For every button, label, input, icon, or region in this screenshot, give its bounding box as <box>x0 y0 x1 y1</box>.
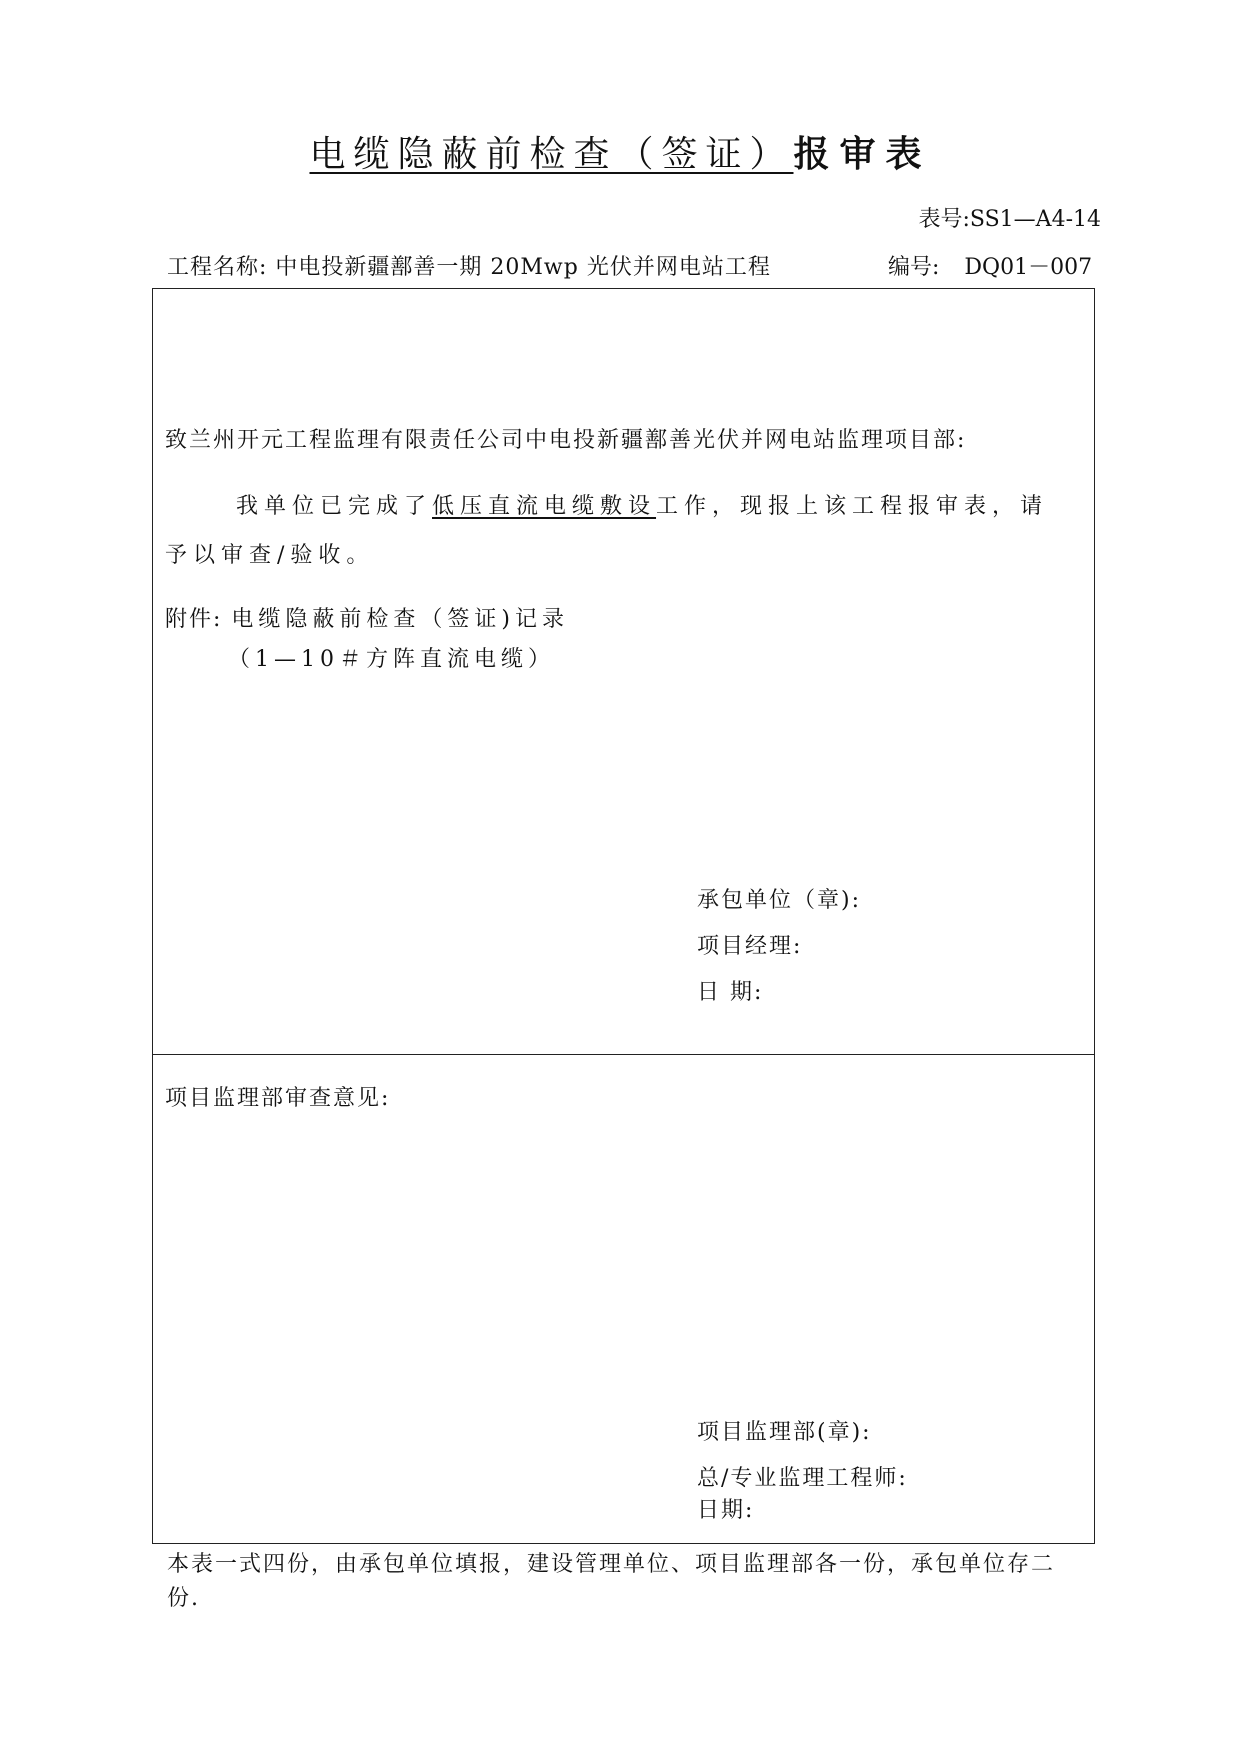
review-date-label: 日期: <box>697 1498 755 1523</box>
review-opinion-label: 项目监理部审查意见: <box>165 1086 391 1111</box>
code-value: DQ01－007 <box>964 255 1093 280</box>
form-number: 表号:SS1—A4-14 <box>918 207 1101 232</box>
contractor-seal-label: 承包单位（章): <box>697 888 861 913</box>
addressee: 致兰州开元工程监理有限责任公司中电投新疆鄯善光伏并网电站监理项目部: <box>165 428 967 453</box>
review-section <box>152 1054 1095 1544</box>
project-manager-label: 项目经理: <box>697 934 803 959</box>
page-title <box>0 132 1241 177</box>
title-main: 电缆隐蔽前检查（签证） <box>309 134 794 175</box>
project-name-line <box>167 250 771 281</box>
attachment-detail: （1—10＃方阵直流电缆） <box>228 647 555 672</box>
attachment-label: 附件: <box>165 607 223 632</box>
submission-date-label: 日 期: <box>697 980 764 1005</box>
code-label: 编号: <box>888 255 940 280</box>
supervision-engineer-label: 总/专业监理工程师: <box>697 1466 908 1491</box>
attachment-name: 电缆隐蔽前检查（签证)记录 <box>231 607 570 632</box>
project-name: 中电投新疆鄯善一期 20Mwp 光伏并网电站工程 <box>275 255 771 280</box>
title-bold: 报审表 <box>793 133 932 175</box>
code-line <box>888 250 1092 281</box>
project-label: 工程名称: <box>167 255 268 280</box>
supervision-seal-label: 项目监理部(章): <box>697 1420 872 1445</box>
work-item: 低压直流电缆敷设 <box>432 494 657 519</box>
submission-body-line1 <box>236 489 1048 520</box>
body-prefix: 我单位已完成了 <box>236 494 433 519</box>
body-suffix: 工作，现报上该工程报审表，请 <box>656 494 1049 519</box>
submission-body-line2: 予以审查/验收。 <box>165 543 375 568</box>
footer-note: 本表一式四份，由承包单位填报，建设管理单位、项目监理部各一份，承包单位存二份. <box>167 1552 1056 1611</box>
attachment-line <box>165 602 569 633</box>
